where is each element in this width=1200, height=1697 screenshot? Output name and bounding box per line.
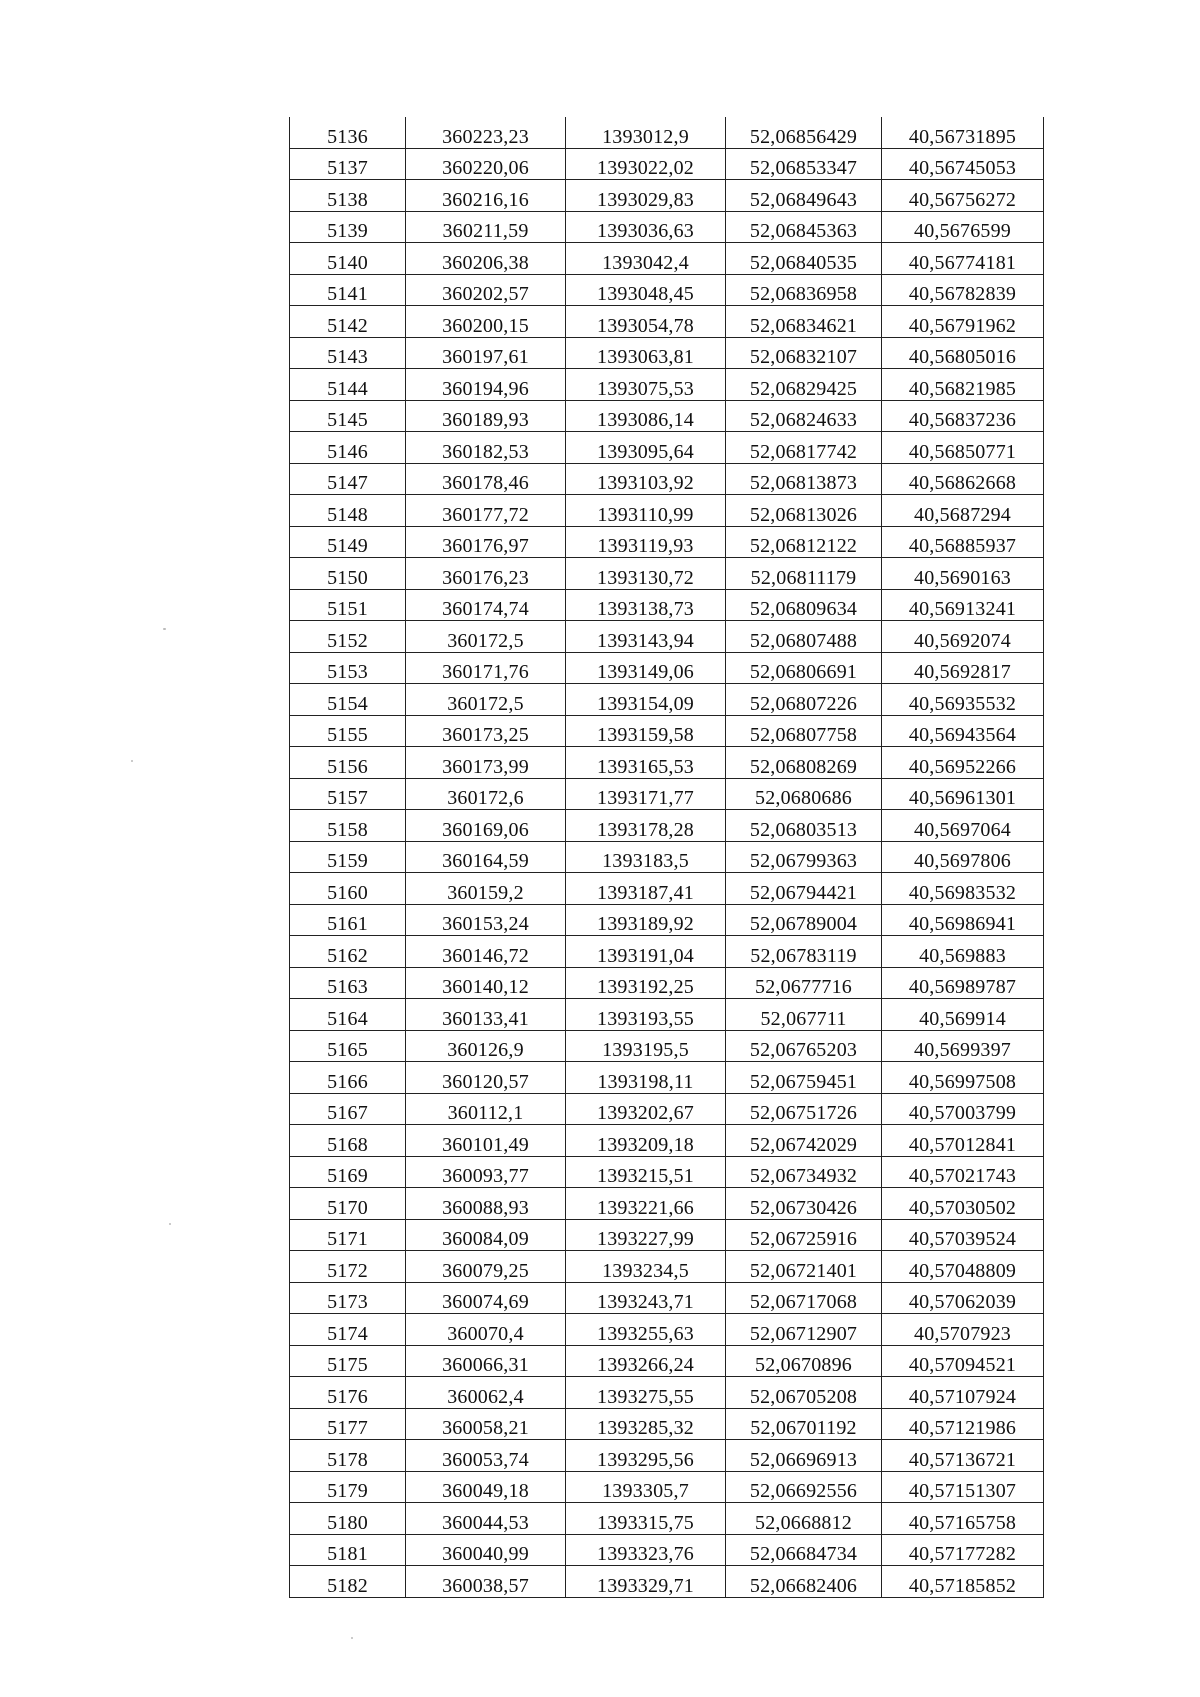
longitude-cell: 40,569883 [882,936,1044,968]
table-row [290,1251,1044,1283]
longitude-cell: 40,56756272 [882,180,1044,212]
x-coordinate-cell: 360176,23 [406,558,566,590]
longitude-cell: 40,57003799 [882,1093,1044,1125]
point-number-cell: 5165 [290,1030,406,1062]
x-coordinate-cell: 360040,99 [406,1534,566,1566]
table-row [290,999,1044,1031]
longitude-cell: 40,56943564 [882,715,1044,747]
latitude-cell: 52,06807488 [726,621,882,653]
point-number-cell: 5150 [290,558,406,590]
point-number-cell: 5159 [290,841,406,873]
point-number-cell: 5147 [290,463,406,495]
x-coordinate-cell: 360200,15 [406,306,566,338]
table-row [290,715,1044,747]
table-row [290,936,1044,968]
latitude-cell: 52,06742029 [726,1125,882,1157]
x-coordinate-cell: 360177,72 [406,495,566,527]
latitude-cell: 52,06817742 [726,432,882,464]
longitude-cell: 40,56862668 [882,463,1044,495]
y-coordinate-cell: 1393022,02 [566,148,726,180]
x-coordinate-cell: 360070,4 [406,1314,566,1346]
y-coordinate-cell: 1393183,5 [566,841,726,873]
point-number-cell: 5145 [290,400,406,432]
table-row [290,589,1044,621]
table-row [290,432,1044,464]
longitude-cell: 40,57094521 [882,1345,1044,1377]
y-coordinate-cell: 1393095,64 [566,432,726,464]
y-coordinate-cell: 1393191,04 [566,936,726,968]
table-row [290,1282,1044,1314]
point-number-cell: 5163 [290,967,406,999]
point-number-cell: 5149 [290,526,406,558]
longitude-cell: 40,56837236 [882,400,1044,432]
y-coordinate-cell: 1393086,14 [566,400,726,432]
point-number-cell: 5154 [290,684,406,716]
y-coordinate-cell: 1393075,53 [566,369,726,401]
point-number-cell: 5160 [290,873,406,905]
table-row [290,337,1044,369]
table-row [290,652,1044,684]
longitude-cell: 40,57121986 [882,1408,1044,1440]
table-row [290,1188,1044,1220]
y-coordinate-cell: 1393012,9 [566,117,726,148]
latitude-cell: 52,06789004 [726,904,882,936]
table-row [290,1156,1044,1188]
table-row [290,526,1044,558]
point-number-cell: 5178 [290,1440,406,1472]
table-row [290,180,1044,212]
y-coordinate-cell: 1393103,92 [566,463,726,495]
latitude-cell: 52,06803513 [726,810,882,842]
point-number-cell: 5176 [290,1377,406,1409]
latitude-cell: 52,0670896 [726,1345,882,1377]
point-number-cell: 5162 [290,936,406,968]
x-coordinate-cell: 360174,74 [406,589,566,621]
latitude-cell: 52,06836958 [726,274,882,306]
y-coordinate-cell: 1393187,41 [566,873,726,905]
latitude-cell: 52,06812122 [726,526,882,558]
table-row [290,148,1044,180]
latitude-cell: 52,06809634 [726,589,882,621]
latitude-cell: 52,06705208 [726,1377,882,1409]
latitude-cell: 52,06849643 [726,180,882,212]
y-coordinate-cell: 1393042,4 [566,243,726,275]
table-row [290,558,1044,590]
longitude-cell: 40,56961301 [882,778,1044,810]
y-coordinate-cell: 1393138,73 [566,589,726,621]
latitude-cell: 52,06840535 [726,243,882,275]
longitude-cell: 40,57107924 [882,1377,1044,1409]
latitude-cell: 52,06829425 [726,369,882,401]
x-coordinate-cell: 360053,74 [406,1440,566,1472]
longitude-cell: 40,56989787 [882,967,1044,999]
x-coordinate-cell: 360093,77 [406,1156,566,1188]
y-coordinate-cell: 1393149,06 [566,652,726,684]
x-coordinate-cell: 360182,53 [406,432,566,464]
scan-speck [169,1223,171,1225]
y-coordinate-cell: 1393221,66 [566,1188,726,1220]
point-number-cell: 5157 [290,778,406,810]
x-coordinate-cell: 360189,93 [406,400,566,432]
longitude-cell: 40,56731895 [882,117,1044,148]
longitude-cell: 40,5707923 [882,1314,1044,1346]
x-coordinate-cell: 360058,21 [406,1408,566,1440]
latitude-cell: 52,06813873 [726,463,882,495]
longitude-cell: 40,5687294 [882,495,1044,527]
y-coordinate-cell: 1393227,99 [566,1219,726,1251]
x-coordinate-cell: 360172,5 [406,621,566,653]
x-coordinate-cell: 360194,96 [406,369,566,401]
table-row [290,1219,1044,1251]
x-coordinate-cell: 360126,9 [406,1030,566,1062]
longitude-cell: 40,57039524 [882,1219,1044,1251]
latitude-cell: 52,06807226 [726,684,882,716]
x-coordinate-cell: 360178,46 [406,463,566,495]
latitude-cell: 52,06717068 [726,1282,882,1314]
longitude-cell: 40,57185852 [882,1566,1044,1598]
y-coordinate-cell: 1393243,71 [566,1282,726,1314]
x-coordinate-cell: 360038,57 [406,1566,566,1598]
point-number-cell: 5151 [290,589,406,621]
point-number-cell: 5182 [290,1566,406,1598]
table-row [290,873,1044,905]
table-row [290,967,1044,999]
x-coordinate-cell: 360049,18 [406,1471,566,1503]
latitude-cell: 52,06808269 [726,747,882,779]
y-coordinate-cell: 1393323,76 [566,1534,726,1566]
table-row [290,400,1044,432]
longitude-cell: 40,56791962 [882,306,1044,338]
latitude-cell: 52,06712907 [726,1314,882,1346]
table-row [290,1534,1044,1566]
latitude-cell: 52,0677716 [726,967,882,999]
longitude-cell: 40,57165758 [882,1503,1044,1535]
table-row [290,747,1044,779]
longitude-cell: 40,57062039 [882,1282,1044,1314]
y-coordinate-cell: 1393215,51 [566,1156,726,1188]
longitude-cell: 40,57151307 [882,1471,1044,1503]
table-row [290,117,1044,148]
y-coordinate-cell: 1393193,55 [566,999,726,1031]
table-row [290,369,1044,401]
latitude-cell: 52,06730426 [726,1188,882,1220]
x-coordinate-cell: 360066,31 [406,1345,566,1377]
point-number-cell: 5173 [290,1282,406,1314]
latitude-cell: 52,06751726 [726,1093,882,1125]
x-coordinate-cell: 360120,57 [406,1062,566,1094]
longitude-cell: 40,56983532 [882,873,1044,905]
longitude-cell: 40,569914 [882,999,1044,1031]
latitude-cell: 52,06701192 [726,1408,882,1440]
x-coordinate-cell: 360112,1 [406,1093,566,1125]
longitude-cell: 40,57021743 [882,1156,1044,1188]
x-coordinate-cell: 360172,6 [406,778,566,810]
longitude-cell: 40,57177282 [882,1534,1044,1566]
x-coordinate-cell: 360079,25 [406,1251,566,1283]
y-coordinate-cell: 1393285,32 [566,1408,726,1440]
x-coordinate-cell: 360044,53 [406,1503,566,1535]
point-number-cell: 5140 [290,243,406,275]
table-row [290,1093,1044,1125]
table-row [290,904,1044,936]
x-coordinate-cell: 360169,06 [406,810,566,842]
latitude-cell: 52,06856429 [726,117,882,148]
table-row [290,1314,1044,1346]
point-number-cell: 5139 [290,211,406,243]
longitude-cell: 40,5692074 [882,621,1044,653]
point-number-cell: 5169 [290,1156,406,1188]
point-number-cell: 5143 [290,337,406,369]
table-row [290,1471,1044,1503]
y-coordinate-cell: 1393198,11 [566,1062,726,1094]
longitude-cell: 40,56997508 [882,1062,1044,1094]
point-number-cell: 5179 [290,1471,406,1503]
x-coordinate-cell: 360153,24 [406,904,566,936]
y-coordinate-cell: 1393329,71 [566,1566,726,1598]
y-coordinate-cell: 1393171,77 [566,778,726,810]
y-coordinate-cell: 1393178,28 [566,810,726,842]
table-row [290,1408,1044,1440]
table-row [290,778,1044,810]
longitude-cell: 40,56986941 [882,904,1044,936]
x-coordinate-cell: 360159,2 [406,873,566,905]
y-coordinate-cell: 1393054,78 [566,306,726,338]
x-coordinate-cell: 360088,93 [406,1188,566,1220]
x-coordinate-cell: 360176,97 [406,526,566,558]
point-number-cell: 5171 [290,1219,406,1251]
table-row [290,211,1044,243]
coordinates-table-body [290,117,1044,1597]
point-number-cell: 5138 [290,180,406,212]
longitude-cell: 40,5699397 [882,1030,1044,1062]
longitude-cell: 40,56745053 [882,148,1044,180]
x-coordinate-cell: 360197,61 [406,337,566,369]
point-number-cell: 5174 [290,1314,406,1346]
longitude-cell: 40,57012841 [882,1125,1044,1157]
table-row [290,841,1044,873]
latitude-cell: 52,067711 [726,999,882,1031]
scan-speck [351,1637,353,1639]
latitude-cell: 52,06684734 [726,1534,882,1566]
x-coordinate-cell: 360206,38 [406,243,566,275]
latitude-cell: 52,06807758 [726,715,882,747]
table-row [290,1377,1044,1409]
latitude-cell: 52,06794421 [726,873,882,905]
x-coordinate-cell: 360084,09 [406,1219,566,1251]
point-number-cell: 5167 [290,1093,406,1125]
latitude-cell: 52,06799363 [726,841,882,873]
longitude-cell: 40,5697806 [882,841,1044,873]
y-coordinate-cell: 1393048,45 [566,274,726,306]
table-row [290,1030,1044,1062]
latitude-cell: 52,06765203 [726,1030,882,1062]
table-row [290,463,1044,495]
point-number-cell: 5161 [290,904,406,936]
point-number-cell: 5166 [290,1062,406,1094]
longitude-cell: 40,56913241 [882,589,1044,621]
table-row [290,621,1044,653]
y-coordinate-cell: 1393029,83 [566,180,726,212]
point-number-cell: 5181 [290,1534,406,1566]
table-row [290,684,1044,716]
latitude-cell: 52,06696913 [726,1440,882,1472]
latitude-cell: 52,06734932 [726,1156,882,1188]
longitude-cell: 40,57048809 [882,1251,1044,1283]
point-number-cell: 5177 [290,1408,406,1440]
y-coordinate-cell: 1393305,7 [566,1471,726,1503]
latitude-cell: 52,06845363 [726,211,882,243]
y-coordinate-cell: 1393275,55 [566,1377,726,1409]
table-row [290,1503,1044,1535]
y-coordinate-cell: 1393143,94 [566,621,726,653]
x-coordinate-cell: 360172,5 [406,684,566,716]
latitude-cell: 52,06832107 [726,337,882,369]
table-row [290,1566,1044,1598]
latitude-cell: 52,0668812 [726,1503,882,1535]
table-row [290,1062,1044,1094]
x-coordinate-cell: 360074,69 [406,1282,566,1314]
table-row [290,274,1044,306]
y-coordinate-cell: 1393202,67 [566,1093,726,1125]
x-coordinate-cell: 360202,57 [406,274,566,306]
table-row [290,243,1044,275]
latitude-cell: 52,06824633 [726,400,882,432]
point-number-cell: 5148 [290,495,406,527]
latitude-cell: 52,06811179 [726,558,882,590]
longitude-cell: 40,56935532 [882,684,1044,716]
scan-speck [131,760,133,762]
latitude-cell: 52,06853347 [726,148,882,180]
table-row [290,495,1044,527]
point-number-cell: 5141 [290,274,406,306]
x-coordinate-cell: 360062,4 [406,1377,566,1409]
latitude-cell: 52,06692556 [726,1471,882,1503]
point-number-cell: 5172 [290,1251,406,1283]
y-coordinate-cell: 1393165,53 [566,747,726,779]
longitude-cell: 40,56805016 [882,337,1044,369]
point-number-cell: 5168 [290,1125,406,1157]
point-number-cell: 5170 [290,1188,406,1220]
longitude-cell: 40,56885937 [882,526,1044,558]
y-coordinate-cell: 1393295,56 [566,1440,726,1472]
table-row [290,1345,1044,1377]
y-coordinate-cell: 1393154,09 [566,684,726,716]
point-number-cell: 5137 [290,148,406,180]
point-number-cell: 5146 [290,432,406,464]
x-coordinate-cell: 360173,25 [406,715,566,747]
latitude-cell: 52,06783119 [726,936,882,968]
y-coordinate-cell: 1393266,24 [566,1345,726,1377]
x-coordinate-cell: 360211,59 [406,211,566,243]
coordinates-table [289,117,1044,1598]
point-number-cell: 5153 [290,652,406,684]
latitude-cell: 52,06759451 [726,1062,882,1094]
point-number-cell: 5180 [290,1503,406,1535]
y-coordinate-cell: 1393110,99 [566,495,726,527]
point-number-cell: 5144 [290,369,406,401]
y-coordinate-cell: 1393036,63 [566,211,726,243]
x-coordinate-cell: 360223,23 [406,117,566,148]
x-coordinate-cell: 360220,06 [406,148,566,180]
longitude-cell: 40,56774181 [882,243,1044,275]
longitude-cell: 40,57030502 [882,1188,1044,1220]
point-number-cell: 5156 [290,747,406,779]
latitude-cell: 52,06813026 [726,495,882,527]
latitude-cell: 52,06806691 [726,652,882,684]
y-coordinate-cell: 1393119,93 [566,526,726,558]
latitude-cell: 52,06725916 [726,1219,882,1251]
table-row [290,1440,1044,1472]
point-number-cell: 5175 [290,1345,406,1377]
longitude-cell: 40,5692817 [882,652,1044,684]
x-coordinate-cell: 360133,41 [406,999,566,1031]
latitude-cell: 52,06834621 [726,306,882,338]
longitude-cell: 40,56952266 [882,747,1044,779]
y-coordinate-cell: 1393209,18 [566,1125,726,1157]
latitude-cell: 52,06682406 [726,1566,882,1598]
scan-speck [163,628,166,630]
point-number-cell: 5155 [290,715,406,747]
x-coordinate-cell: 360173,99 [406,747,566,779]
x-coordinate-cell: 360171,76 [406,652,566,684]
point-number-cell: 5152 [290,621,406,653]
y-coordinate-cell: 1393234,5 [566,1251,726,1283]
point-number-cell: 5164 [290,999,406,1031]
longitude-cell: 40,5676599 [882,211,1044,243]
x-coordinate-cell: 360164,59 [406,841,566,873]
longitude-cell: 40,5690163 [882,558,1044,590]
y-coordinate-cell: 1393195,5 [566,1030,726,1062]
point-number-cell: 5158 [290,810,406,842]
table-row [290,1125,1044,1157]
y-coordinate-cell: 1393159,58 [566,715,726,747]
longitude-cell: 40,5697064 [882,810,1044,842]
longitude-cell: 40,57136721 [882,1440,1044,1472]
longitude-cell: 40,56821985 [882,369,1044,401]
y-coordinate-cell: 1393255,63 [566,1314,726,1346]
x-coordinate-cell: 360101,49 [406,1125,566,1157]
y-coordinate-cell: 1393192,25 [566,967,726,999]
y-coordinate-cell: 1393189,92 [566,904,726,936]
point-number-cell: 5136 [290,117,406,148]
x-coordinate-cell: 360146,72 [406,936,566,968]
longitude-cell: 40,56850771 [882,432,1044,464]
longitude-cell: 40,56782839 [882,274,1044,306]
y-coordinate-cell: 1393063,81 [566,337,726,369]
point-number-cell: 5142 [290,306,406,338]
latitude-cell: 52,0680686 [726,778,882,810]
x-coordinate-cell: 360140,12 [406,967,566,999]
latitude-cell: 52,06721401 [726,1251,882,1283]
x-coordinate-cell: 360216,16 [406,180,566,212]
y-coordinate-cell: 1393130,72 [566,558,726,590]
table-row [290,306,1044,338]
y-coordinate-cell: 1393315,75 [566,1503,726,1535]
table-row [290,810,1044,842]
